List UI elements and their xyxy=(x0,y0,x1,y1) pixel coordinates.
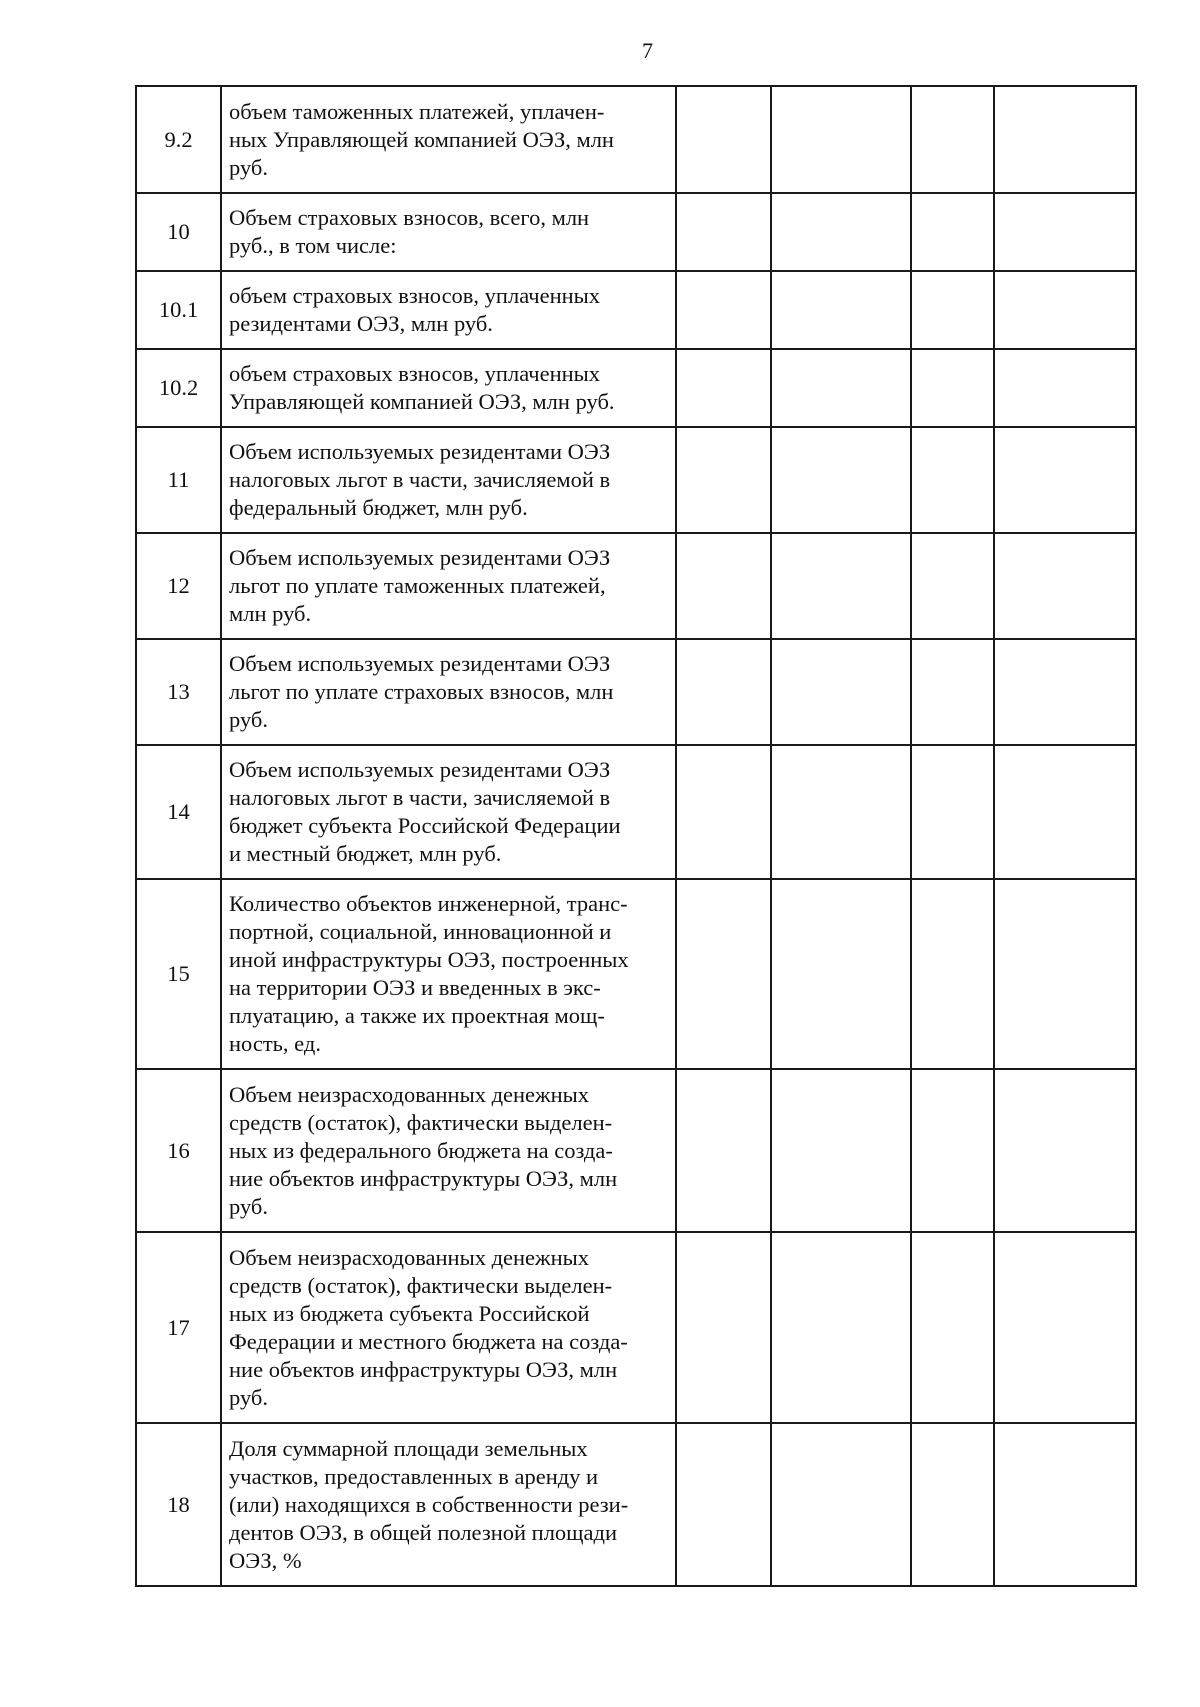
table-row xyxy=(136,1069,1136,1232)
value-cell-2 xyxy=(771,1069,911,1232)
value-cell-3 xyxy=(911,639,994,745)
value-cell-2 xyxy=(771,533,911,639)
value-cell-4 xyxy=(994,271,1136,349)
value-cell-3 xyxy=(911,533,994,639)
table-row xyxy=(136,86,1136,193)
value-cell-3 xyxy=(911,349,994,427)
value-cell-1 xyxy=(676,639,771,745)
table-row xyxy=(136,533,1136,639)
value-cell-3 xyxy=(911,879,994,1069)
value-cell-4 xyxy=(994,1232,1136,1423)
value-cell-3 xyxy=(911,1232,994,1423)
value-cell-2 xyxy=(771,879,911,1069)
row-number: 14 xyxy=(136,745,221,879)
value-cell-3 xyxy=(911,1423,994,1586)
indicator-description: объем таможенных платежей, уплачен- ных Управляющей компанией ОЭЗ, млн руб. xyxy=(221,86,676,193)
value-cell-1 xyxy=(676,349,771,427)
row-number: 11 xyxy=(136,427,221,533)
table-row xyxy=(136,745,1136,879)
value-cell-4 xyxy=(994,745,1136,879)
value-cell-2 xyxy=(771,86,911,193)
value-cell-4 xyxy=(994,1423,1136,1586)
value-cell-4 xyxy=(994,879,1136,1069)
table-row xyxy=(136,639,1136,745)
indicator-description: Объем используемых резидентами ОЭЗ налоговых льгот в части, зачисляемой в бюджет субъекта Российской Федерации и местный бюджет, млн руб. xyxy=(221,745,676,879)
value-cell-2 xyxy=(771,193,911,271)
value-cell-1 xyxy=(676,193,771,271)
row-number: 10.1 xyxy=(136,271,221,349)
value-cell-4 xyxy=(994,193,1136,271)
value-cell-1 xyxy=(676,427,771,533)
table-row xyxy=(136,193,1136,271)
value-cell-1 xyxy=(676,745,771,879)
indicator-description: Количество объектов инженерной, транс- портной, социальной, инновационной и иной инфраструктуры ОЭЗ, построенных на территории ОЭЗ и введенных в экс- плуатацию, а также их проектная мощ- ность, ед. xyxy=(221,879,676,1069)
value-cell-1 xyxy=(676,533,771,639)
indicator-description: объем страховых взносов, уплаченных Управляющей компанией ОЭЗ, млн руб. xyxy=(221,349,676,427)
value-cell-3 xyxy=(911,271,994,349)
row-number: 10.2 xyxy=(136,349,221,427)
value-cell-2 xyxy=(771,1423,911,1586)
value-cell-1 xyxy=(676,271,771,349)
value-cell-4 xyxy=(994,533,1136,639)
row-number: 10 xyxy=(136,193,221,271)
indicator-description: объем страховых взносов, уплаченных резидентами ОЭЗ, млн руб. xyxy=(221,271,676,349)
indicator-description: Объем используемых резидентами ОЭЗ налоговых льгот в части, зачисляемой в федеральный бюджет, млн руб. xyxy=(221,427,676,533)
value-cell-4 xyxy=(994,349,1136,427)
row-number: 15 xyxy=(136,879,221,1069)
indicator-description: Объем неизрасходованных денежных средств (остаток), фактически выделен- ных из бюджета субъекта Российской Федерации и местного бюджета на созда- ние объектов инфраструктуры ОЭЗ, млн руб. xyxy=(221,1232,676,1423)
value-cell-2 xyxy=(771,1232,911,1423)
value-cell-2 xyxy=(771,271,911,349)
value-cell-2 xyxy=(771,639,911,745)
table-row xyxy=(136,879,1136,1069)
table-row xyxy=(136,1423,1136,1586)
row-number: 16 xyxy=(136,1069,221,1232)
table-body xyxy=(136,86,1136,1586)
value-cell-3 xyxy=(911,86,994,193)
value-cell-3 xyxy=(911,1069,994,1232)
row-number: 9.2 xyxy=(136,86,221,193)
value-cell-3 xyxy=(911,745,994,879)
indicators-table xyxy=(135,85,1137,1587)
value-cell-4 xyxy=(994,86,1136,193)
table-row xyxy=(136,427,1136,533)
indicator-description: Объем страховых взносов, всего, млн руб., в том числе: xyxy=(221,193,676,271)
page-number: 7 xyxy=(642,38,653,63)
row-number: 12 xyxy=(136,533,221,639)
row-number: 18 xyxy=(136,1423,221,1586)
value-cell-1 xyxy=(676,1232,771,1423)
indicator-description: Объем используемых резидентами ОЭЗ льгот по уплате страховых взносов, млн руб. xyxy=(221,639,676,745)
table-row xyxy=(136,271,1136,349)
value-cell-1 xyxy=(676,1069,771,1232)
value-cell-3 xyxy=(911,427,994,533)
value-cell-4 xyxy=(994,639,1136,745)
row-number: 17 xyxy=(136,1232,221,1423)
value-cell-2 xyxy=(771,745,911,879)
row-number: 13 xyxy=(136,639,221,745)
value-cell-4 xyxy=(994,427,1136,533)
value-cell-1 xyxy=(676,879,771,1069)
value-cell-3 xyxy=(911,193,994,271)
indicator-description: Объем используемых резидентами ОЭЗ льгот по уплате таможенных платежей, млн руб. xyxy=(221,533,676,639)
value-cell-1 xyxy=(676,86,771,193)
value-cell-2 xyxy=(771,349,911,427)
table-row xyxy=(136,349,1136,427)
value-cell-4 xyxy=(994,1069,1136,1232)
value-cell-1 xyxy=(676,1423,771,1586)
table-row xyxy=(136,1232,1136,1423)
indicator-description: Объем неизрасходованных денежных средств (остаток), фактически выделен- ных из федерального бюджета на созда- ние объектов инфраструктуры ОЭЗ, млн руб. xyxy=(221,1069,676,1232)
value-cell-2 xyxy=(771,427,911,533)
indicator-description: Доля суммарной площади земельных участков, предоставленных в аренду и (или) находящихся в собственности рези- дентов ОЭЗ, в общей полезной площади ОЭЗ, % xyxy=(221,1423,676,1586)
